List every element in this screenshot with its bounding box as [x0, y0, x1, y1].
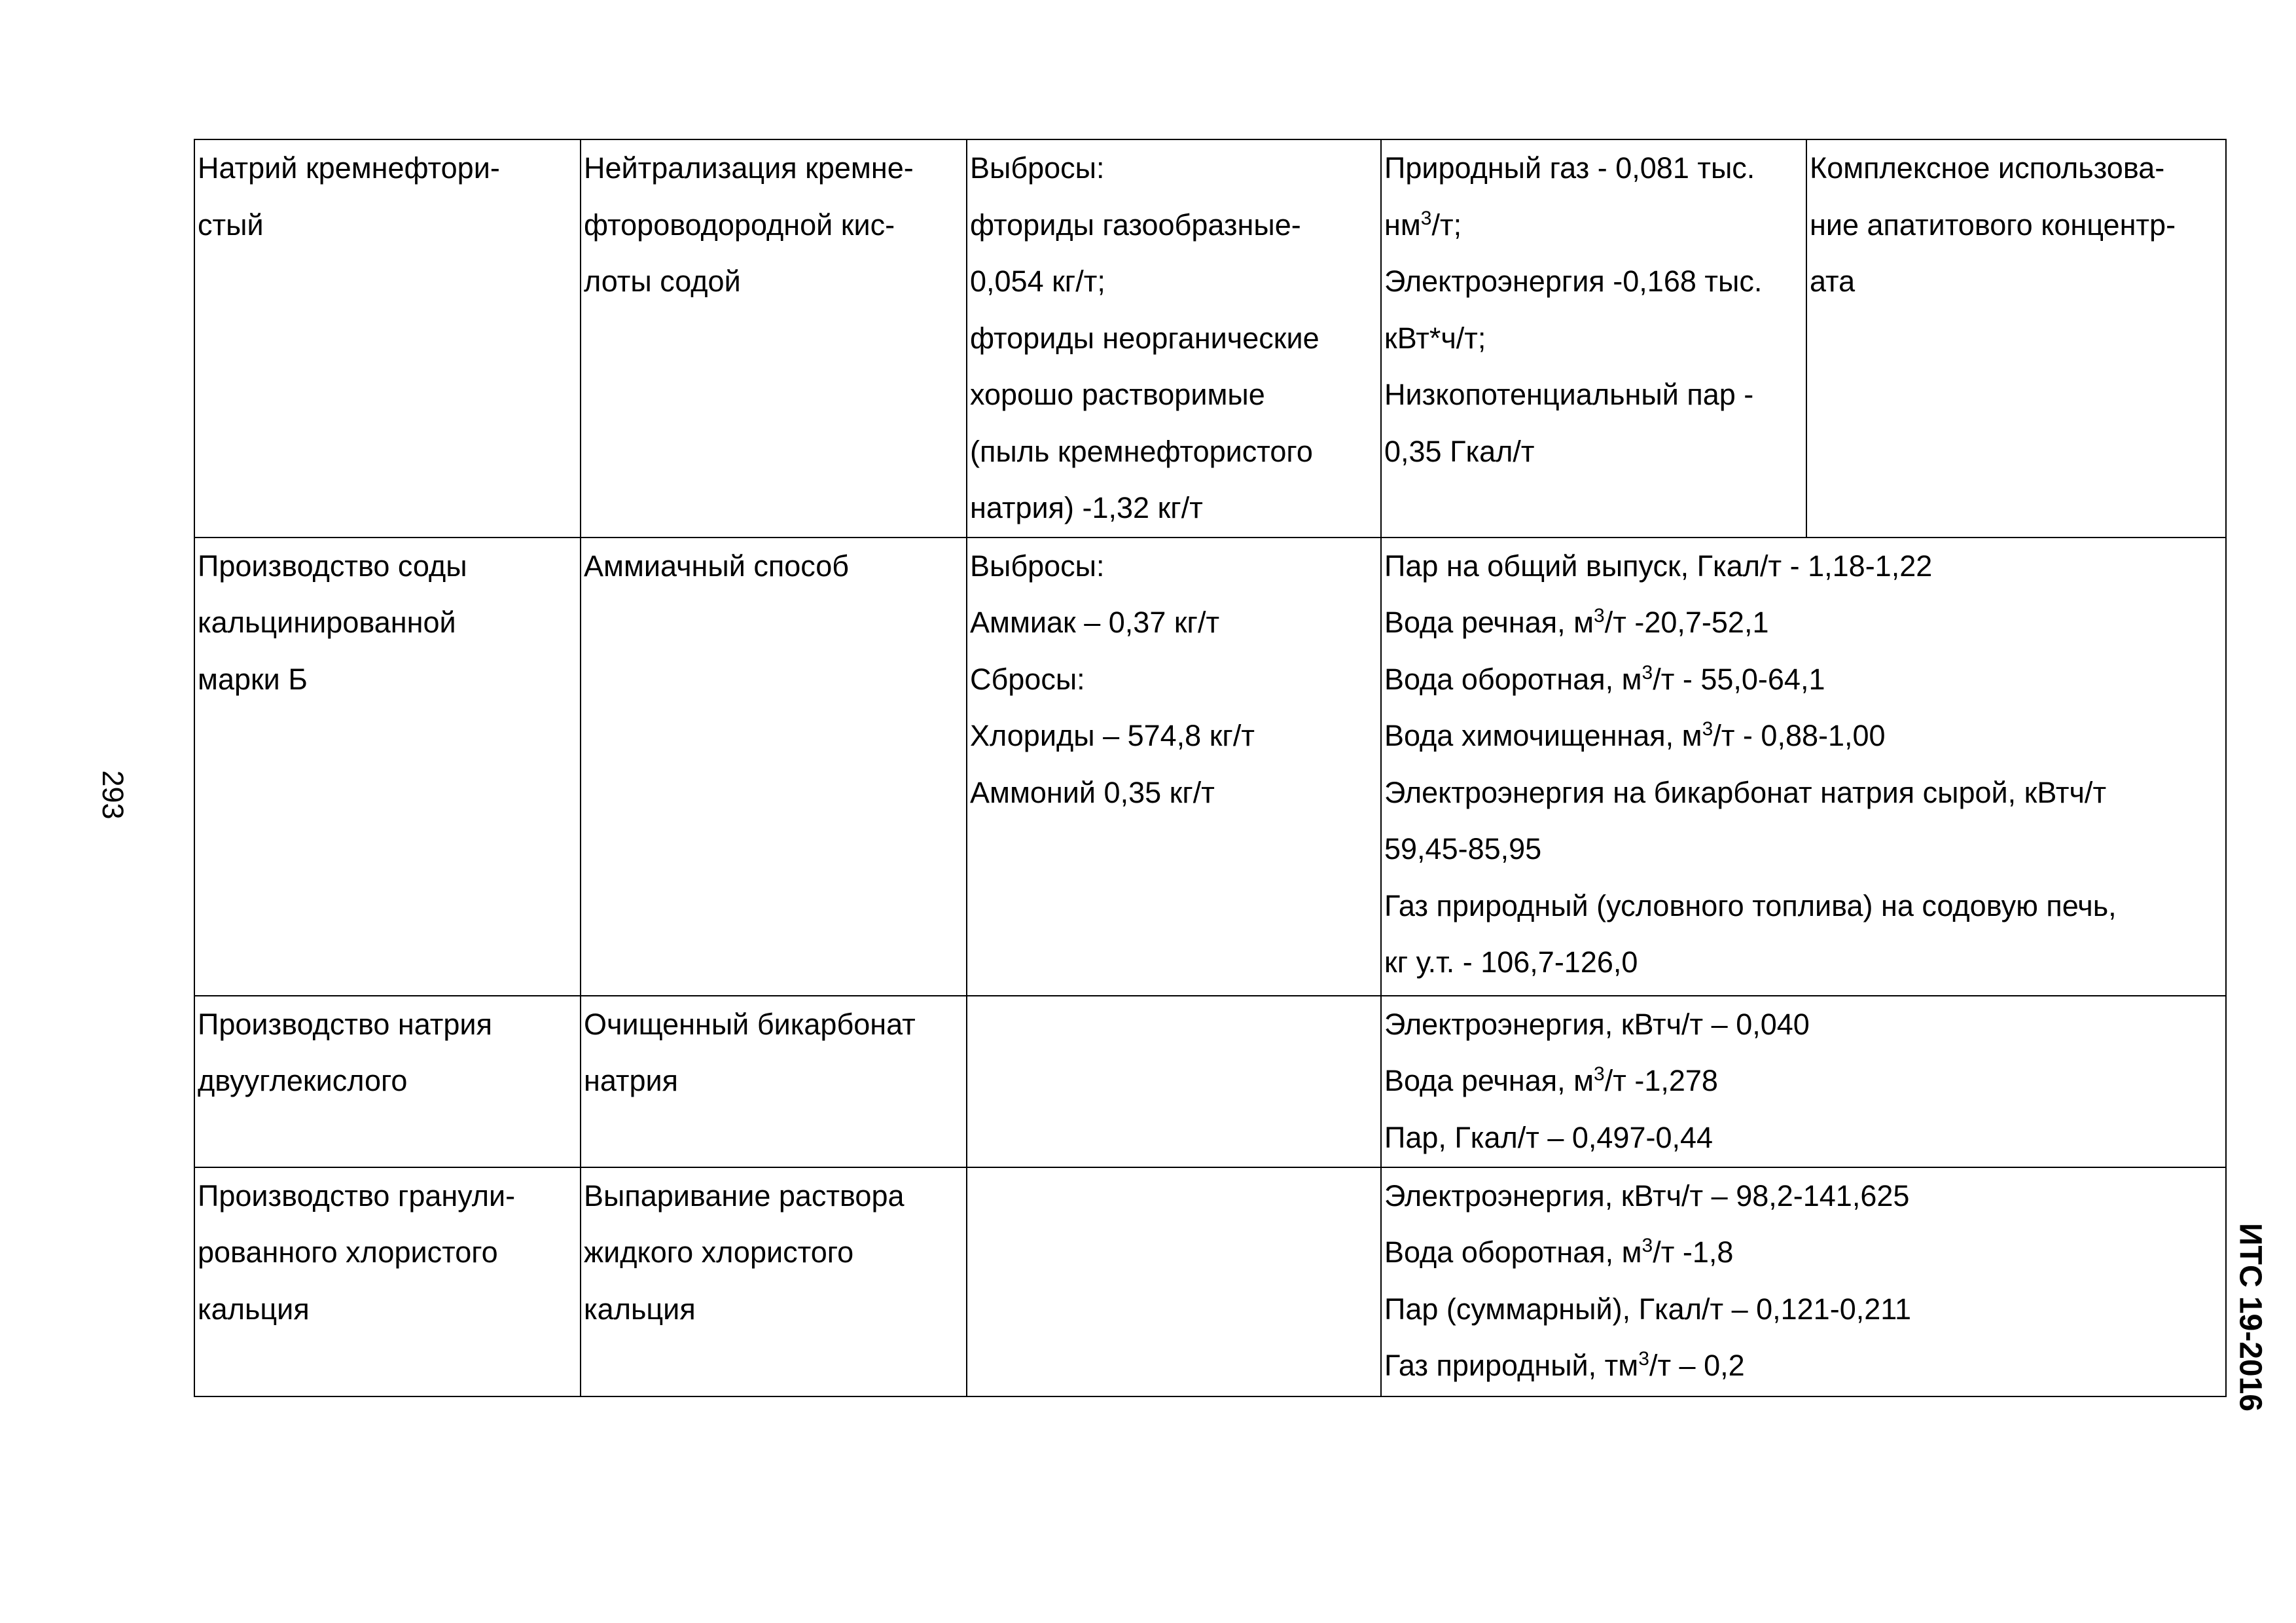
cell-line: Нейтрализация кремне- [584, 151, 914, 185]
cell-line: Производство натрия [198, 1007, 492, 1041]
cell-line: Аммиачный способ [584, 549, 850, 583]
document-code: ИТС 19-2016 [2233, 1223, 2268, 1412]
table-row [194, 538, 2226, 996]
emissions-cell [967, 996, 1381, 1167]
cell-line: Производство гранули- [198, 1178, 516, 1213]
product-cell [194, 538, 581, 996]
cell-line: Пар (суммарный), Гкал/т – 0,121-0,211 [1384, 1292, 1911, 1326]
cell-line: Пар, Гкал/т – 0,497-0,44 [1384, 1120, 1713, 1154]
cell-line: рованного хлористого [198, 1235, 498, 1269]
cell-line: Низкопотенциальный пар - [1384, 378, 1754, 411]
cell-line: фтороводородной кис- [584, 208, 895, 242]
consumption-cell [1381, 996, 2226, 1167]
cell-line: Газ природный (условного топлива) на содовую печь, [1384, 888, 2117, 922]
cell-line: Натрий кремнефтори- [198, 151, 500, 185]
cell-line: натрия [584, 1064, 679, 1097]
product-cell [194, 1167, 581, 1396]
cell-line: Электроэнергия на бикарбонат натрия сырой, кВтч/т [1384, 775, 2107, 809]
cell-line: 0,054 кг/т; [970, 264, 1105, 298]
cell-line: ние апатитового концентр- [1810, 208, 2176, 242]
cell-line: Вода химочищенная, $м^3/т - 0,88-1,00$ [1384, 718, 1886, 752]
product-cell [194, 139, 581, 538]
table-row [194, 1167, 2226, 1396]
cell-line: фториды неорганические [970, 321, 1319, 355]
cell-line: 0,35 Гкал/т [1384, 434, 1535, 468]
cell-line: Электроэнергия, кВтч/т – 98,2-141,625 [1384, 1178, 1910, 1213]
cell-line: марки Б [198, 662, 308, 696]
cell-line: кВт*ч/т; [1384, 321, 1486, 355]
cell-line: Вода речная, $м^3/т$ -20,7-52,1 [1384, 605, 1769, 639]
cell-line: Аммиак – 0,37 кг/т [970, 606, 1220, 639]
cell-line: хорошо растворимые [970, 378, 1265, 411]
cell-line: Газ природный, $тм^3/т - 0,2$ [1384, 1348, 1745, 1382]
cell-line: Вода речная, $м^3/т$ -1,278 [1384, 1063, 1718, 1097]
cell-line: Выбросы: [970, 549, 1105, 583]
emissions-cell [967, 1167, 1381, 1396]
emissions-cell [967, 538, 1381, 996]
cell-line: $нм^3/т$; [1384, 207, 1462, 242]
consumption-cell [1381, 538, 2226, 996]
cell-line: фториды газообразные- [970, 208, 1301, 242]
cell-line: лоты содой [584, 264, 741, 298]
method-cell [581, 538, 967, 996]
cell-line: Вода оборотная, $м^3/т$ -1,8 [1384, 1235, 1734, 1269]
cell-line: 59,45-85,95 [1384, 832, 1542, 866]
cell-line: жидкого хлористого [584, 1235, 854, 1269]
page-number: 293 [96, 770, 130, 820]
cell-line: стый [198, 208, 264, 242]
cell-line: Производство соды [198, 549, 467, 583]
cell-line: двууглекислого [198, 1064, 408, 1097]
cell-line: (пыль кремнефтористого [970, 434, 1313, 468]
method-cell [581, 1167, 967, 1396]
cell-line: Вода оборотная, $м^3/т - 55,0-64,1$ [1384, 661, 1825, 696]
cell-line: ата [1810, 264, 1856, 298]
cell-line: кг у.т. - 106,7-126,0 [1384, 945, 1638, 979]
cell-line: Природный газ - 0,081 тыс. [1384, 151, 1755, 185]
notes-cell [1806, 139, 2226, 538]
cell-line: кальция [198, 1292, 310, 1326]
cell-line: натрия) -1,32 кг/т [970, 491, 1203, 524]
method-cell [581, 139, 967, 538]
table-row [194, 139, 2226, 538]
cell-line: Очищенный бикарбонат [584, 1007, 916, 1041]
cell-line: Выпаривание раствора [584, 1178, 905, 1213]
resource-table [194, 139, 2227, 1397]
cell-line: кальцинированной [198, 606, 456, 639]
cell-line: Комплексное использова- [1810, 151, 2165, 185]
table-row [194, 996, 2226, 1167]
emissions-cell [967, 139, 1381, 538]
cell-line: Пар на общий выпуск, Гкал/т - 1,18-1,22 [1384, 549, 1933, 583]
cell-line: Электроэнергия -0,168 тыс. [1384, 264, 1763, 298]
cell-line: Сбросы: [970, 662, 1085, 696]
cell-line: кальция [584, 1292, 696, 1326]
cell-line: Хлориды – 574,8 кг/т [970, 719, 1255, 752]
product-cell [194, 996, 581, 1167]
cell-line: Электроэнергия, кВтч/т – 0,040 [1384, 1007, 1810, 1041]
method-cell [581, 996, 967, 1167]
cell-line: Аммоний 0,35 кг/т [970, 775, 1215, 809]
cell-line: Выбросы: [970, 151, 1105, 185]
consumption-cell [1381, 1167, 2226, 1396]
consumption-cell [1381, 139, 1806, 538]
